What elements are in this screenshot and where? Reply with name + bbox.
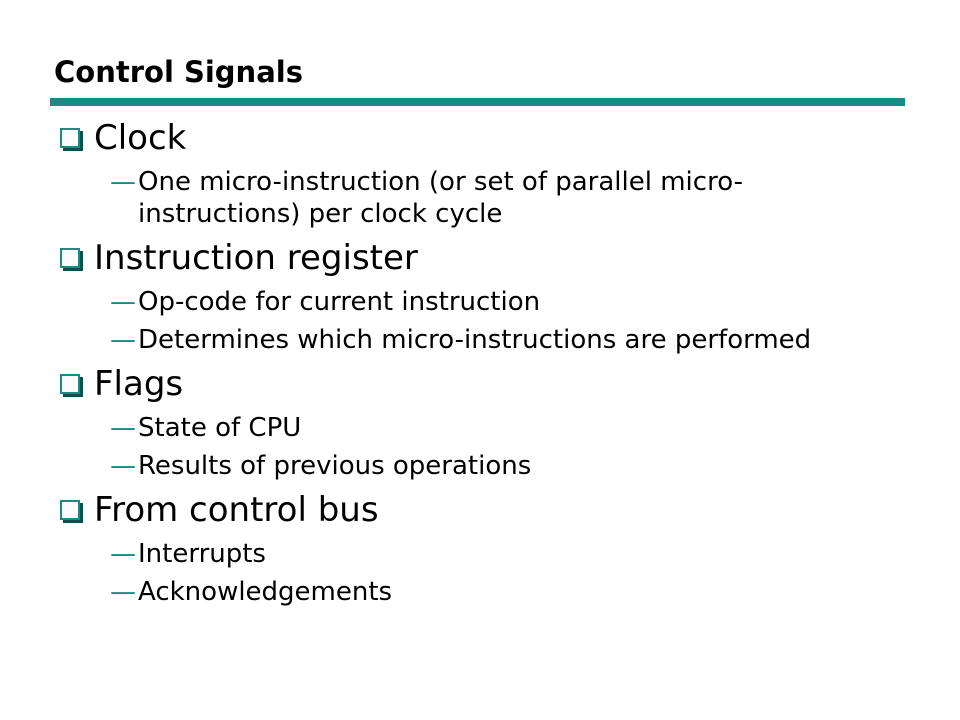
- dash-marker: —: [110, 325, 136, 355]
- dash-marker: —: [110, 577, 136, 607]
- sub-list: [58, 412, 898, 482]
- bullet-clock: [58, 116, 898, 230]
- bullet-label: Clock: [94, 118, 187, 158]
- hollow-square-bullet-icon: [60, 248, 80, 268]
- sub-list: [58, 538, 898, 608]
- sub-item-text: State of CPU: [138, 413, 302, 443]
- hollow-square-bullet-icon: [60, 128, 80, 148]
- sub-list: [58, 166, 898, 230]
- sub-item-text: Interrupts: [138, 539, 266, 569]
- sub-item: [58, 450, 898, 482]
- dash-marker: —: [110, 167, 136, 197]
- hollow-square-bullet-icon: [60, 500, 80, 520]
- sub-item: [58, 286, 898, 318]
- dash-marker: —: [110, 287, 136, 317]
- sub-item: [58, 412, 898, 444]
- sub-item: [58, 324, 898, 356]
- bullet-label: Instruction register: [94, 238, 418, 278]
- bullet-label: From control bus: [94, 490, 379, 530]
- bullet-flags: [58, 362, 898, 482]
- bullet-instruction-register: [58, 236, 898, 356]
- slide-title: Control Signals: [54, 55, 303, 89]
- dash-marker: —: [110, 413, 136, 443]
- sub-item-text: Determines which micro-instructions are performed: [138, 325, 812, 355]
- bullet-label: Flags: [94, 364, 184, 404]
- sub-item: [58, 166, 898, 230]
- sub-item: [58, 538, 898, 570]
- dash-marker: —: [110, 451, 136, 481]
- bullet-from-control-bus: [58, 488, 898, 608]
- sub-item-text: Results of previous operations: [138, 451, 532, 481]
- sub-item: [58, 576, 898, 608]
- sub-item-text: One micro-instruction (or set of parallel micro-instructions) per clock cycle: [138, 167, 743, 229]
- slide-content: [58, 116, 898, 608]
- hollow-square-bullet-icon: [60, 374, 80, 394]
- sub-list: [58, 286, 898, 356]
- sub-item-text: Op-code for current instruction: [138, 287, 541, 317]
- sub-item-text: Acknowledgements: [138, 577, 393, 607]
- dash-marker: —: [110, 539, 136, 569]
- title-divider: [50, 98, 905, 106]
